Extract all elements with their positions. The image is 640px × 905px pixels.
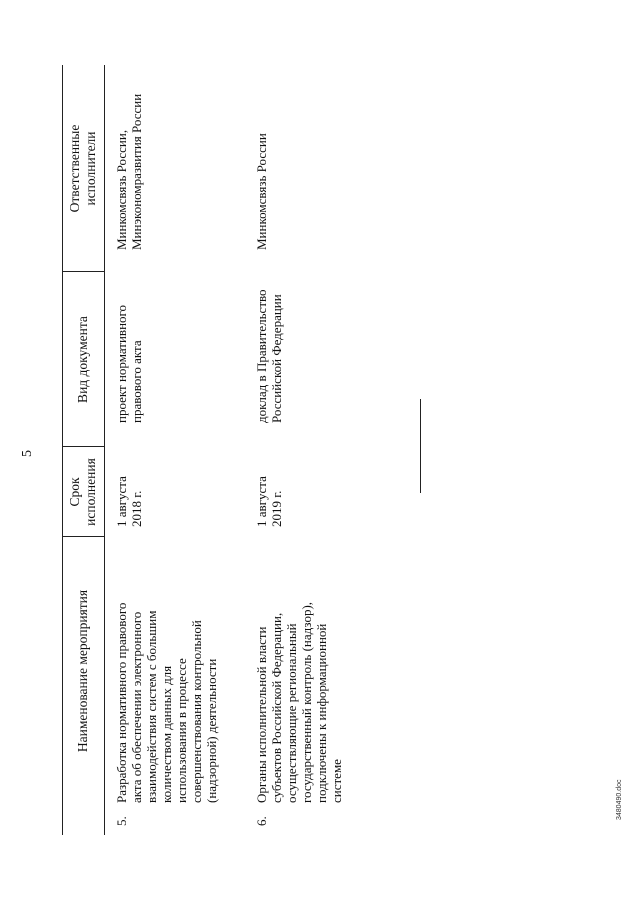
name-line: акта об обеспечении электронного	[129, 611, 144, 803]
table-row-name	[114, 603, 219, 803]
name-line: количеством данных для	[159, 665, 174, 803]
footer-file-name: 3480490.doc	[616, 779, 623, 820]
name-line: Органы исполнительной власти	[254, 626, 269, 803]
name-line: субъектов Российской Федерации,	[269, 612, 284, 803]
header-deadline-line: исполнения	[83, 458, 98, 526]
deadline-line: 2019 г.	[269, 490, 284, 527]
name-line: совершенствования контрольной	[189, 620, 204, 803]
executors-line: Минкомсвязь России,	[114, 129, 129, 250]
header-deadline-line: Срок	[67, 477, 82, 507]
doc-type-line: проект нормативного	[114, 304, 129, 423]
header-deadline	[67, 447, 99, 537]
deadline-line: 2018 г.	[129, 490, 144, 527]
deadline-line: 1 августа	[254, 476, 269, 527]
name-line: взаимодействия систем с большим	[144, 610, 159, 803]
header-doc-type: Вид документа	[75, 316, 90, 403]
header-executors-line: Ответственные	[67, 124, 82, 213]
header-executors-line: исполнители	[83, 131, 98, 206]
table-row-executors	[114, 94, 144, 250]
table-row-doc-type	[254, 289, 284, 423]
doc-type-line: доклад в Правительство	[254, 289, 269, 423]
executors-line: Минкомсвязь России	[254, 133, 269, 250]
table-row-name	[254, 602, 344, 803]
table-row-executors	[254, 133, 269, 250]
closing-separator-line	[420, 399, 421, 493]
header-executors	[67, 65, 99, 272]
doc-type-line: правового акта	[129, 340, 144, 423]
name-line: Разработка нормативного правового	[114, 602, 129, 803]
doc-type-line: Российской Федерации	[269, 294, 284, 423]
deadline-line: 1 августа	[114, 476, 129, 527]
page-number: 5	[20, 450, 35, 457]
table-row-deadline	[114, 476, 144, 527]
name-line: использования в процессе	[174, 658, 189, 803]
table-row-number: 5.	[114, 816, 129, 826]
table-row-deadline	[254, 476, 284, 527]
name-line: государственный контроль (надзор),	[299, 601, 314, 803]
table-row-number: 6.	[254, 816, 269, 826]
table-top-rule	[62, 65, 63, 835]
header-name: Наименование мероприятия	[75, 589, 90, 753]
executors-line: Минэкономразвития России	[129, 93, 144, 250]
name-line: (надзорной) деятельности	[204, 658, 219, 803]
name-line: подключены к информационной	[314, 623, 329, 803]
name-line: осуществляющие региональный	[284, 623, 299, 803]
table-row-doc-type	[114, 305, 144, 423]
name-line: системе	[329, 759, 344, 803]
table-header-rule	[104, 65, 105, 835]
